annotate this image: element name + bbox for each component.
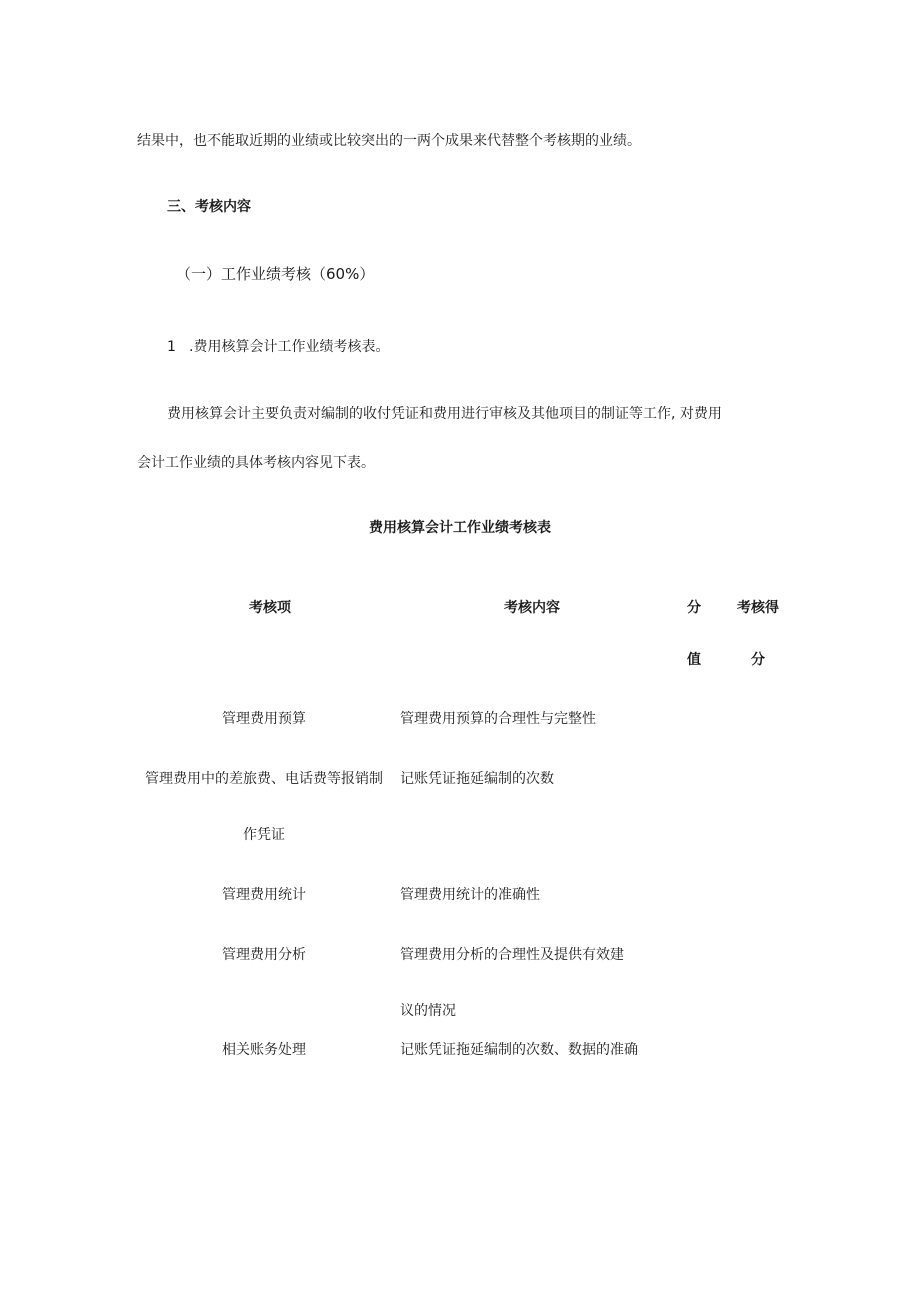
header-score-line1: 分	[687, 600, 701, 616]
subsection-heading: （一）工作业绩考核（60%）	[176, 265, 375, 283]
table-row-4-content-line1: 管理费用分析的合理性及提供有效建	[400, 947, 624, 963]
header-content: 考核内容	[504, 600, 560, 616]
paragraph-line-2: 会计工作业绩的具体考核内容见下表。	[137, 455, 375, 471]
list-item-number: 1	[167, 339, 176, 355]
list-item-1	[167, 337, 389, 357]
header-score-line2: 值	[687, 652, 701, 668]
header-item: 考核项	[249, 600, 291, 616]
table-row-5-content: 记账凭证拖延编制的次数、数据的准确	[400, 1042, 638, 1058]
header-got-line1: 考核得	[737, 600, 779, 616]
table-row-2-item-line2: 作凭证	[243, 827, 285, 843]
table-row-2-item-line1: 管理费用中的差旅费、电话费等报销制	[145, 771, 383, 787]
table-row-4-content-line2: 议的情况	[400, 1003, 456, 1019]
table-row-2-content: 记账凭证拖延编制的次数	[400, 771, 554, 787]
list-item-text: .费用核算会计工作业绩考核表。	[189, 339, 390, 355]
table-row-5-item: 相关账务处理	[222, 1042, 306, 1058]
table-row-1-content: 管理费用预算的合理性与完整性	[400, 711, 596, 727]
table-row-4-item: 管理费用分析	[222, 947, 306, 963]
table-row-3-content: 管理费用统计的准确性	[400, 887, 540, 903]
header-got-line2: 分	[751, 652, 765, 668]
section-heading: 三、考核内容	[167, 199, 251, 215]
intro-line: 结果中，也不能取近期的业绩或比较突出的一两个成果来代替整个考核期的业绩。	[137, 133, 641, 149]
table-row-1-item: 管理费用预算	[222, 711, 306, 727]
table-row-3-item: 管理费用统计	[222, 887, 306, 903]
table-title: 费用核算会计工作业绩考核表	[369, 520, 551, 536]
paragraph-line-1: 费用核算会计主要负责对编制的收付凭证和费用进行审核及其他项目的制证等工作, 对费用	[167, 406, 722, 422]
